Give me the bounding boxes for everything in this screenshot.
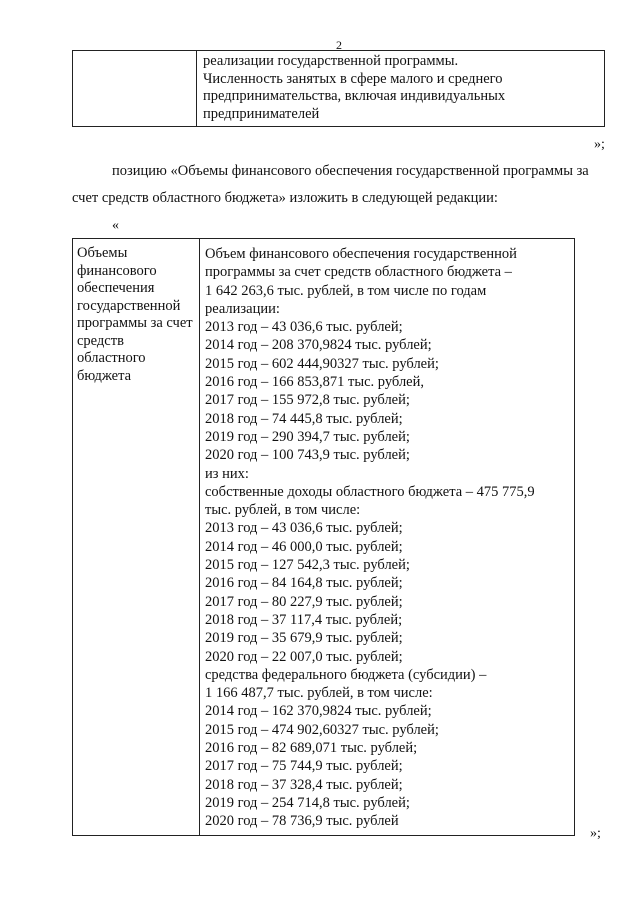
instruction-paragraph: позицию «Объемы финансового обеспечения государственной программы за счет средств областного бюджета» изложить в следующей редакции: bbox=[72, 163, 589, 206]
funding-line: 2017 год – 80 227,9 тыс. рублей; bbox=[205, 593, 403, 610]
label-line: программы за счет bbox=[77, 315, 193, 331]
funding-line: 2016 год – 166 853,871 тыс. рублей, bbox=[205, 374, 425, 391]
funding-line: 2015 год – 127 542,3 тыс. рублей; bbox=[205, 557, 410, 574]
closing-quote: »; bbox=[590, 826, 601, 841]
text-line: реализации государственной программы. bbox=[203, 53, 459, 69]
funding-line: тыс. рублей, в том числе: bbox=[205, 502, 361, 519]
top-table bbox=[72, 50, 605, 127]
funding-line: 2013 год – 43 036,6 тыс. рублей; bbox=[205, 520, 403, 537]
funding-line: 2018 год – 37 328,4 тыс. рублей; bbox=[205, 776, 403, 793]
funding-line: 2017 год – 75 744,9 тыс. рублей; bbox=[205, 758, 403, 775]
funding-line: реализации: bbox=[205, 300, 280, 317]
funding-line: 2018 год – 37 117,4 тыс. рублей; bbox=[205, 611, 403, 628]
funding-line: 2014 год – 162 370,9824 тыс. рублей; bbox=[205, 703, 432, 720]
funding-line: Объем финансового обеспечения государственной bbox=[205, 246, 517, 262]
funding-line: 1 642 263,6 тыс. рублей, в том числе по годам bbox=[205, 282, 487, 299]
label-line: финансового bbox=[77, 262, 157, 279]
top-table-closing-quote: »; bbox=[594, 137, 605, 152]
funding-line: 2020 год – 78 736,9 тыс. рублей bbox=[205, 813, 399, 830]
funding-line: из них: bbox=[205, 465, 249, 482]
opening-quote: « bbox=[112, 218, 119, 233]
funding-label-cell bbox=[73, 239, 200, 836]
funding-line: программы за счет средств областного бюджета – bbox=[205, 264, 512, 281]
funding-table bbox=[72, 238, 575, 836]
funding-line: 2019 год – 254 714,8 тыс. рублей; bbox=[205, 794, 410, 811]
funding-content-cell bbox=[200, 239, 575, 836]
funding-line: 2015 год – 602 444,90327 тыс. рублей; bbox=[205, 355, 439, 372]
label-line: обеспечения bbox=[77, 280, 155, 296]
funding-line: 2015 год – 474 902,60327 тыс. рублей; bbox=[205, 721, 439, 738]
page-number: 2 bbox=[336, 38, 342, 52]
text-line: предпринимателей bbox=[203, 105, 320, 122]
label-line: Объемы bbox=[77, 245, 128, 261]
funding-line: средства федерального бюджета (субсидии) – bbox=[205, 666, 487, 683]
label-line: областного bbox=[77, 350, 146, 366]
text-line: Численность занятых в сфере малого и среднего bbox=[203, 70, 503, 87]
funding-line: 2018 год – 74 445,8 тыс. рублей; bbox=[205, 410, 403, 427]
label-line: бюджета bbox=[77, 367, 132, 384]
funding-line: 2014 год – 208 370,9824 тыс. рублей; bbox=[205, 337, 432, 354]
text-line: предпринимательства, включая индивидуальных bbox=[203, 88, 506, 104]
funding-line: 2014 год – 46 000,0 тыс. рублей; bbox=[205, 538, 403, 555]
funding-line: собственные доходы областного бюджета – 475 775,9 bbox=[205, 483, 535, 500]
funding-line: 2019 год – 35 679,9 тыс. рублей; bbox=[205, 630, 403, 647]
label-line: государственной bbox=[77, 297, 181, 314]
top-table-text-cell bbox=[197, 51, 605, 127]
label-line: средств bbox=[77, 332, 124, 349]
funding-line: 2016 год – 82 689,071 тыс. рублей; bbox=[205, 740, 418, 757]
funding-line: 1 166 487,7 тыс. рублей, в том числе: bbox=[205, 685, 433, 702]
funding-line: 2020 год – 22 007,0 тыс. рублей; bbox=[205, 648, 403, 665]
funding-line: 2016 год – 84 164,8 тыс. рублей; bbox=[205, 575, 403, 592]
funding-line: 2013 год – 43 036,6 тыс. рублей; bbox=[205, 319, 403, 336]
funding-line: 2017 год – 155 972,8 тыс. рублей; bbox=[205, 392, 410, 409]
top-table-empty-cell bbox=[73, 51, 197, 127]
funding-line: 2019 год – 290 394,7 тыс. рублей; bbox=[205, 428, 410, 445]
funding-line: 2020 год – 100 743,9 тыс. рублей; bbox=[205, 447, 410, 464]
